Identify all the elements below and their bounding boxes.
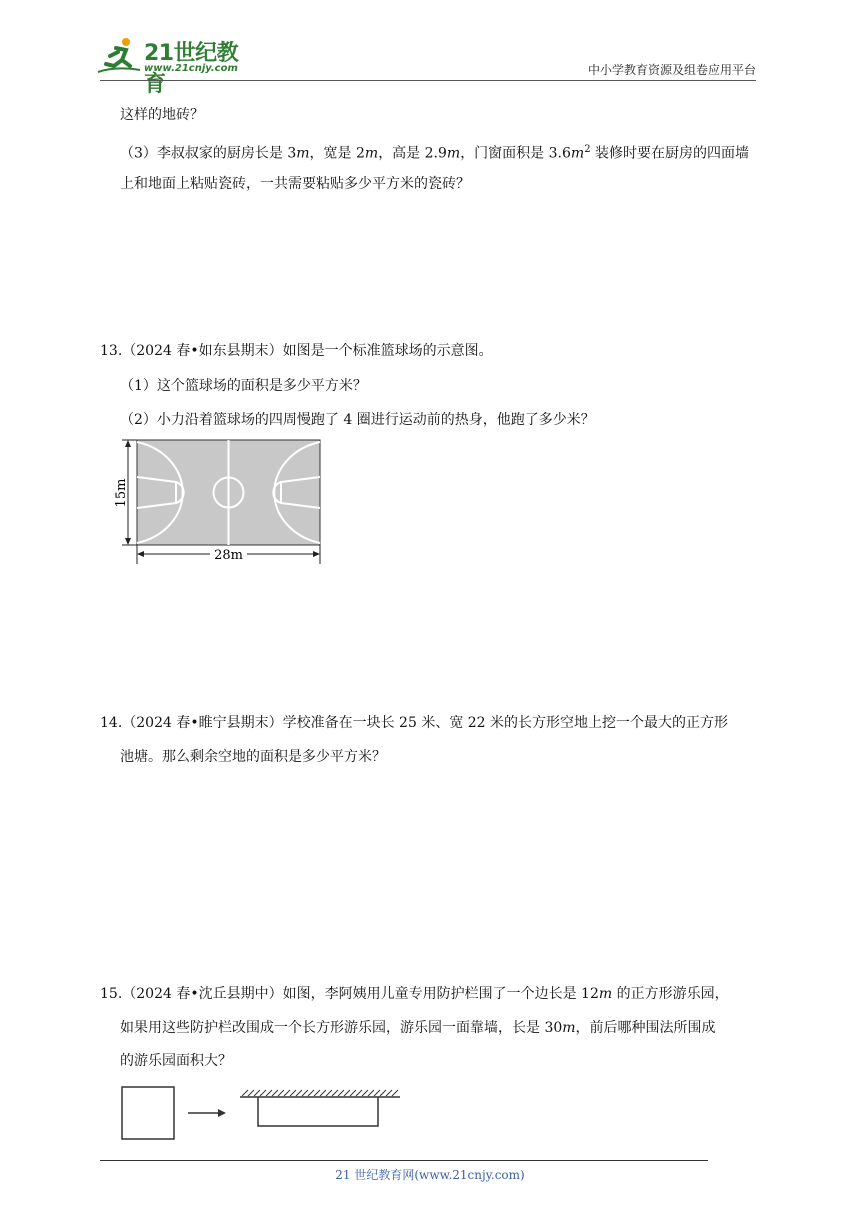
q15-l2-a: 如果用这些防护栏改围成一个长方形游乐园，游乐园一面靠墙，长是 30: [120, 1020, 563, 1036]
q12-line1: 这样的地砖？: [120, 107, 204, 123]
logo-text: 21世纪教育: [144, 41, 239, 97]
q12-p3-d: ，门窗面积是 3.6: [460, 145, 571, 162]
q15-line1: [100, 984, 729, 1004]
q12-p3-b: ，宽是 2: [309, 145, 365, 162]
runner-logo-icon: [96, 36, 142, 78]
unit-m: m: [296, 145, 310, 162]
q13-sub2: （2）小力沿着篮球场的四周慢跑了 4 圈进行运动前的热身，他跑了多少米？: [120, 412, 595, 428]
q15-line2: [120, 1018, 716, 1038]
superscript-2: 2: [584, 144, 591, 155]
q15-l1-b: 的正方形游乐园，: [612, 986, 729, 1002]
q15-line3: 的游乐园面积大？: [120, 1053, 232, 1069]
site-logo: [96, 36, 256, 97]
unit-m: m: [570, 145, 585, 162]
court-length-label: 28m: [214, 548, 243, 563]
basketball-court-diagram: [116, 438, 326, 568]
square-playground: [122, 1087, 174, 1139]
q14-line1: 14.（2024 春•睢宁县期末）学校准备在一块长 25 米、宽 22 米的长方形空地上挖一个最大的正方形: [100, 715, 729, 731]
q13-heading: 13.（2024 春•如东县期末）如图是一个标准篮球场的示意图。: [100, 343, 493, 359]
unit-m: m: [562, 1020, 576, 1036]
platform-title: 中小学教育资源及组卷应用平台: [587, 63, 756, 77]
footer-divider: [100, 1160, 708, 1161]
q15-l1-a: 15.（2024 春•沈丘县期中）如图，李阿姨用儿童专用防护栏围了一个边长是 12: [100, 986, 599, 1002]
q12-part3-line: [120, 140, 749, 164]
unit-m: m: [364, 145, 379, 162]
q13-sub1: （1）这个篮球场的面积是多少平方米？: [120, 378, 367, 394]
unit-m: m: [446, 145, 461, 162]
q12-line3: 上和地面上粘贴瓷砖，一共需要粘贴多少平方米的瓷砖？: [120, 176, 470, 192]
unit-m: m: [598, 986, 613, 1002]
playground-diagram: [116, 1084, 406, 1144]
q12-p3-c: ，高是 2.9: [378, 145, 447, 162]
court-width-label: 15m: [114, 478, 129, 508]
header-divider: [100, 80, 756, 81]
q15-l2-b: ，前后哪种围法所围成: [575, 1020, 716, 1036]
footer-text: 21 世纪教育网(www.21cnjy.com): [335, 1168, 525, 1182]
logo-url: www.21cnjy.com: [144, 63, 238, 74]
q12-p3-e: 装修时要在厨房的四面墙: [590, 145, 750, 162]
q12-p3-a: （3）李叔叔家的厨房长是 3: [120, 145, 297, 162]
rectangle-playground: [258, 1097, 378, 1126]
q14-line2: 池塘。那么剩余空地的面积是多少平方米？: [120, 749, 386, 765]
